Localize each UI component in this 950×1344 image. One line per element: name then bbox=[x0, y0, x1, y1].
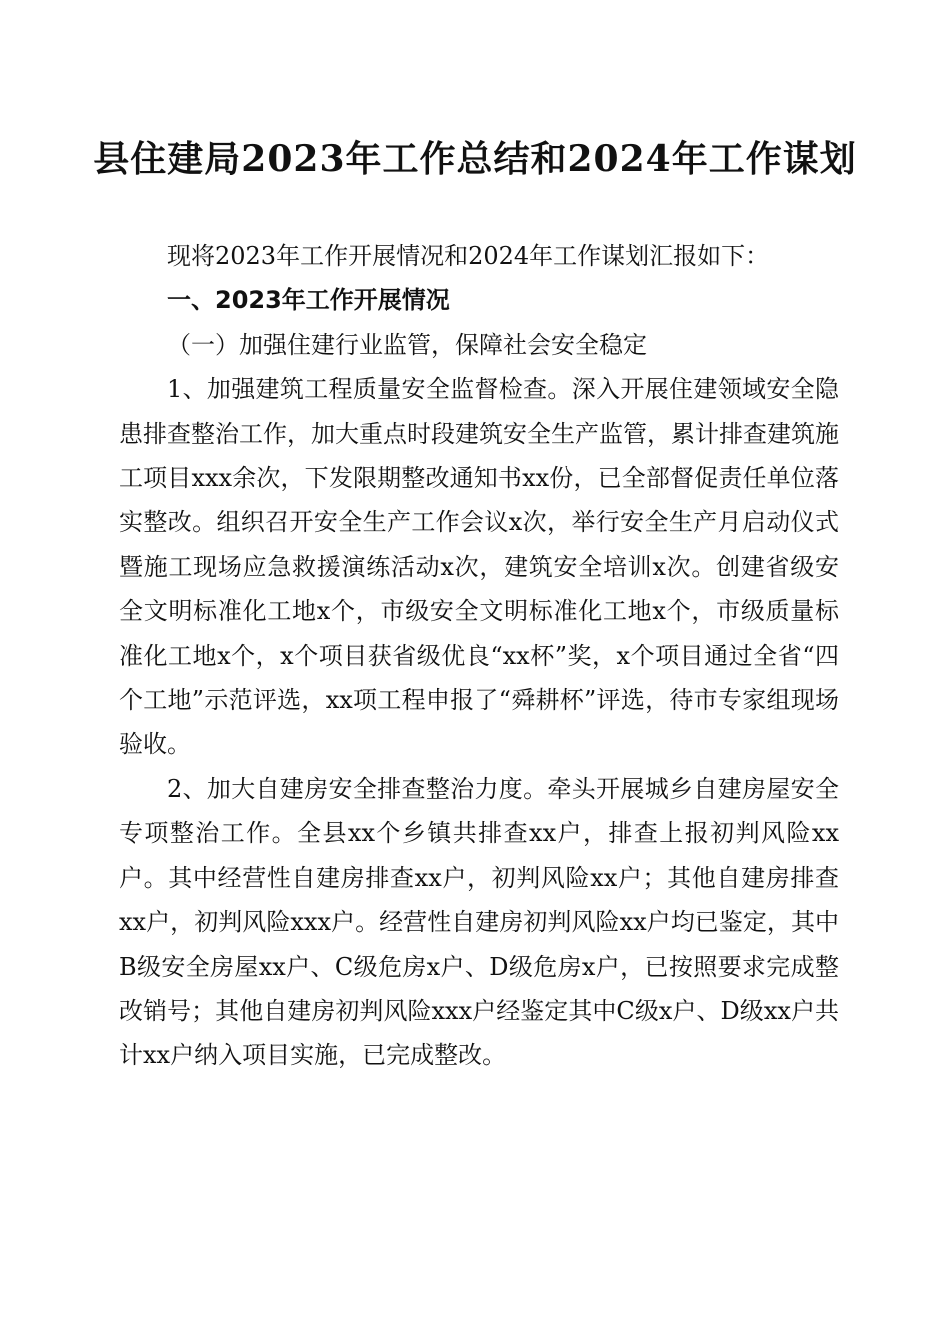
document-title: 县住建局2023年工作总结和2024年工作谋划 bbox=[93, 138, 857, 180]
section-heading: 一、2023年工作开展情况 bbox=[167, 286, 450, 315]
document-body bbox=[119, 234, 839, 1078]
body-paragraph-2: 2、加大自建房安全排查整治力度。牵头开展城乡自建房屋安全专项整治工作。全县xx个乡镇共排查xx户，排查上报初判风险xx户。其中经营性自建房排查xx户，初判风险xx户；其他自建房排查xx户，初判风险xxx户。经营性自建房初判风险xx户均已鉴定，其中B级安全房屋xx户、C级危房x户、D级危房x户，已按照要求完成整改销号；其他自建房初判风险xxx户经鉴定其中C级x户、D级xx户共计xx户纳入项目实施，已完成整改。 bbox=[119, 774, 839, 1070]
intro-paragraph: 现将2023年工作开展情况和2024年工作谋划汇报如下： bbox=[167, 242, 770, 270]
body-paragraph-1: 1、加强建筑工程质量安全监督检查。深入开展住建领域安全隐患排查整治工作，加大重点时段建筑安全生产监管，累计排查建筑施工项目xxx余次，下发限期整改通知书xx份，已全部督促责任单位落实整改。组织召开安全生产工作会议x次，举行安全生产月启动仪式暨施工现场应急救援演练活动x次，建筑安全培训x次。创建省级安全文明标准化工地x个，市级安全文明标准化工地x个，市级质量标准化工地x个，x个项目获省级优良“xx杯”奖，x个项目通过全省“四个工地”示范评选，xx项工程申报了“舜耕杯”评选，待市专家组现场验收。 bbox=[119, 375, 839, 759]
subsection-heading: （一）加强住建行业监管，保障社会安全稳定 bbox=[167, 330, 647, 359]
